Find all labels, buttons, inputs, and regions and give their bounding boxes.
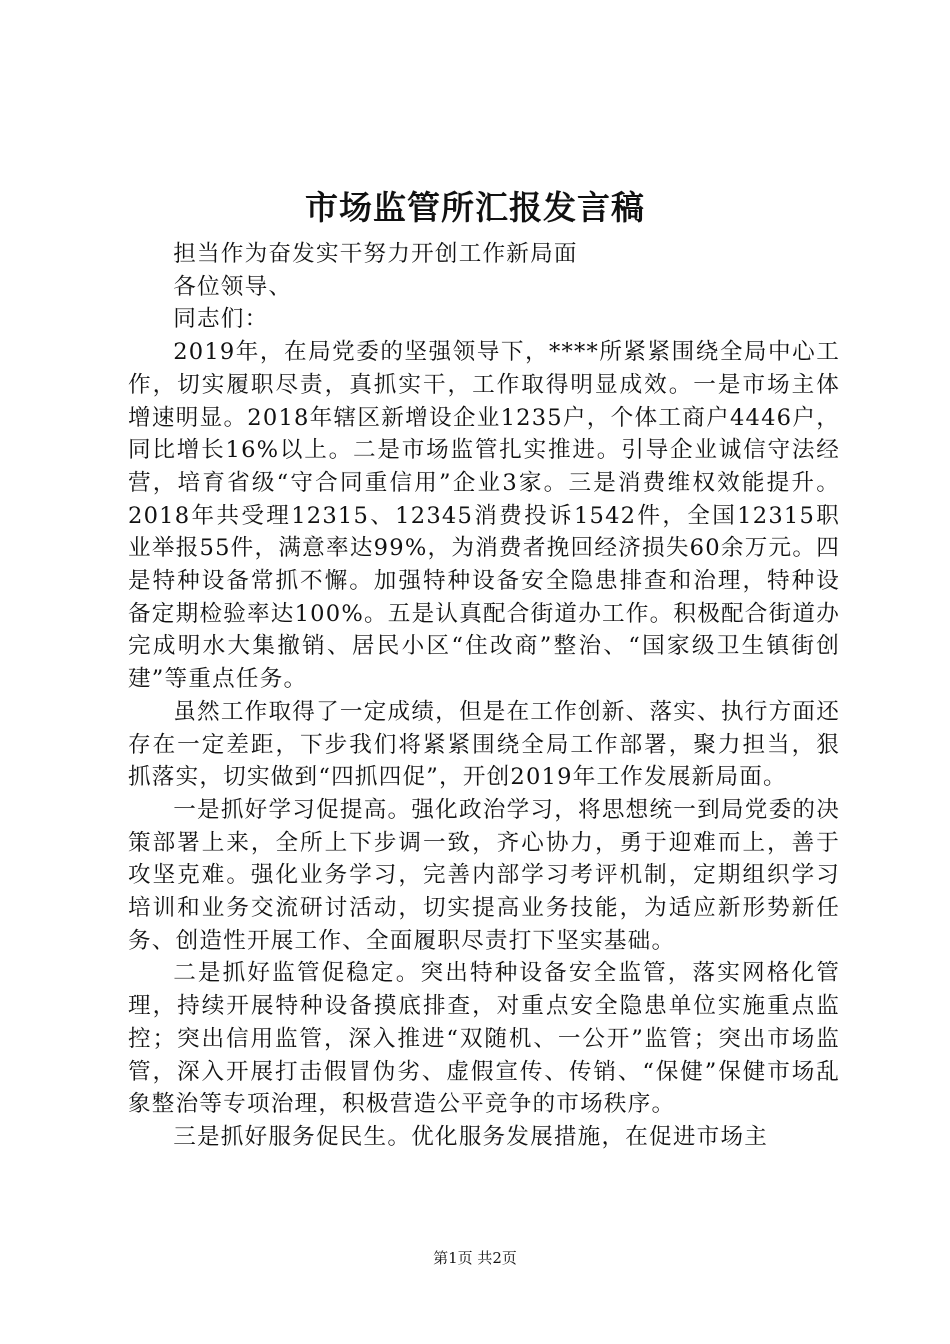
- body-paragraph: 二是抓好监管促稳定。突出特种设备安全监管，落实网格化管理，持续开展特种设备摸底排查，对重点安全隐患单位实施重点监控；突出信用监管，深入推进“双随机、一公开”监管；突出市场监管，深入开展打击假冒伪劣、虚假宣传、传销、“保健”保健市场乱象整治等专项治理，积极营造公平竞争的市场秩序。: [128, 960, 840, 1118]
- page-footer: 第1页 共2页: [433, 1249, 517, 1267]
- body-paragraph: 一是抓好学习促提高。强化政治学习，将思想统一到局党委的决策部署上来，全所上下步调一致，齐心协力，勇于迎难而上，善于攻坚克难。强化业务学习，完善内部学习考评机制，定期组织学习培训和业务交流研讨活动，切实提高业务技能，为适应新形势新任务、创造性开展工作、全面履职尽责打下坚实基础。: [128, 796, 840, 954]
- salutation-line: 各位领导、: [173, 273, 293, 300]
- body-paragraph: 2019年，在局党委的坚强领导下，****所紧紧围绕全局中心工作，切实履职尽责，真抓实干，工作取得明显成效。一是市场主体增速明显。2018年辖区新增设企业1235户，个体工商户4446户，同比增长16%以上。二是市场监管扎实推进。引导企业诚信守法经营，培育省级“守合同重信用”企业3家。三是消费维权效能提升。2018年共受理12315、12345消费投诉1542件，全国12315职业举报55件，满意率达99%，为消费者挽回经济损失60余万元。四是特种设备常抓不懈。加强特种设备安全隐患排查和治理，特种设备定期检验率达100%。五是认真配合街道办工作。积极配合街道办完成明水大集撤销、居民小区“住改商”整治、“国家级卫生镇街创建”等重点任务。: [128, 339, 840, 693]
- document-body: [128, 238, 840, 1154]
- subtitle-line: 担当作为奋发实干努力开创工作新局面: [173, 241, 578, 267]
- body-paragraph: 虽然工作取得了一定成绩，但是在工作创新、落实、执行方面还存在一定差距，下步我们将紧紧围绕全局工作部署，聚力担当，狠抓落实，切实做到“四抓四促”，开创2019年工作发展新局面。: [128, 698, 840, 791]
- body-paragraph: 三是抓好服务促民生。优化服务发展措施，在促进市场主: [173, 1123, 769, 1150]
- document-title: 市场监管所汇报发言稿: [305, 188, 645, 227]
- salutation-line: 同志们：: [173, 306, 269, 333]
